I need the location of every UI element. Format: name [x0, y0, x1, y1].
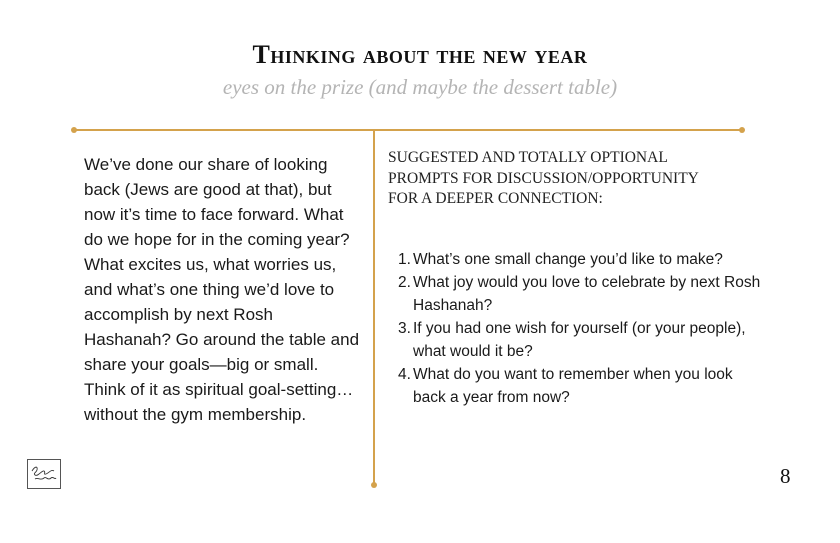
prompts-heading: SUGGESTED AND TOTALLY OPTIONAL PROMPTS FOR DISCUSSION/OPPORTUNITY FOR A DEEPER CONNECTION:: [388, 149, 699, 207]
page-subtitle: eyes on the prize (and maybe the dessert table): [222, 75, 618, 99]
list-item-text: What joy would you love to celebrate by next Rosh Hashanah?: [413, 274, 761, 314]
divider-dot-left: [71, 127, 77, 133]
vertical-divider: [373, 130, 375, 485]
signature-logo-icon: [27, 459, 61, 489]
list-item-text: If you had one wish for yourself (or your people), what would it be?: [413, 320, 746, 360]
prompts-list: [398, 248, 768, 409]
horizontal-divider: [74, 129, 742, 131]
list-item-number: 4.: [398, 366, 411, 383]
divider-dot-right: [739, 127, 745, 133]
list-item-number: 1.: [398, 251, 411, 268]
intro-paragraph: We’ve done our share of looking back (Jews are good at that), but now it’s time to face forward. What do we hope for in the coming year? What excites us, what worries us, and what’s one thing we’d love to accomplish by next Rosh Hashanah? Go around the table and share your goals—big or small. Think of it as spiritual goal-setting… without the gym membership.: [84, 155, 360, 424]
list-item: [398, 317, 768, 363]
divider-dot-bottom: [371, 482, 377, 488]
list-item-number: 3.: [398, 320, 411, 337]
list-item: [398, 248, 768, 271]
list-item-text: What’s one small change you’d like to make?: [413, 251, 723, 268]
page-title: Thinking about the new year: [252, 40, 588, 69]
list-item-text: What do you want to remember when you look back a year from now?: [413, 366, 733, 406]
list-item: [398, 271, 768, 317]
list-item: [398, 363, 768, 409]
list-item-number: 2.: [398, 274, 411, 291]
signature-scribble-icon: [29, 462, 59, 486]
page-number: 8: [780, 464, 791, 488]
